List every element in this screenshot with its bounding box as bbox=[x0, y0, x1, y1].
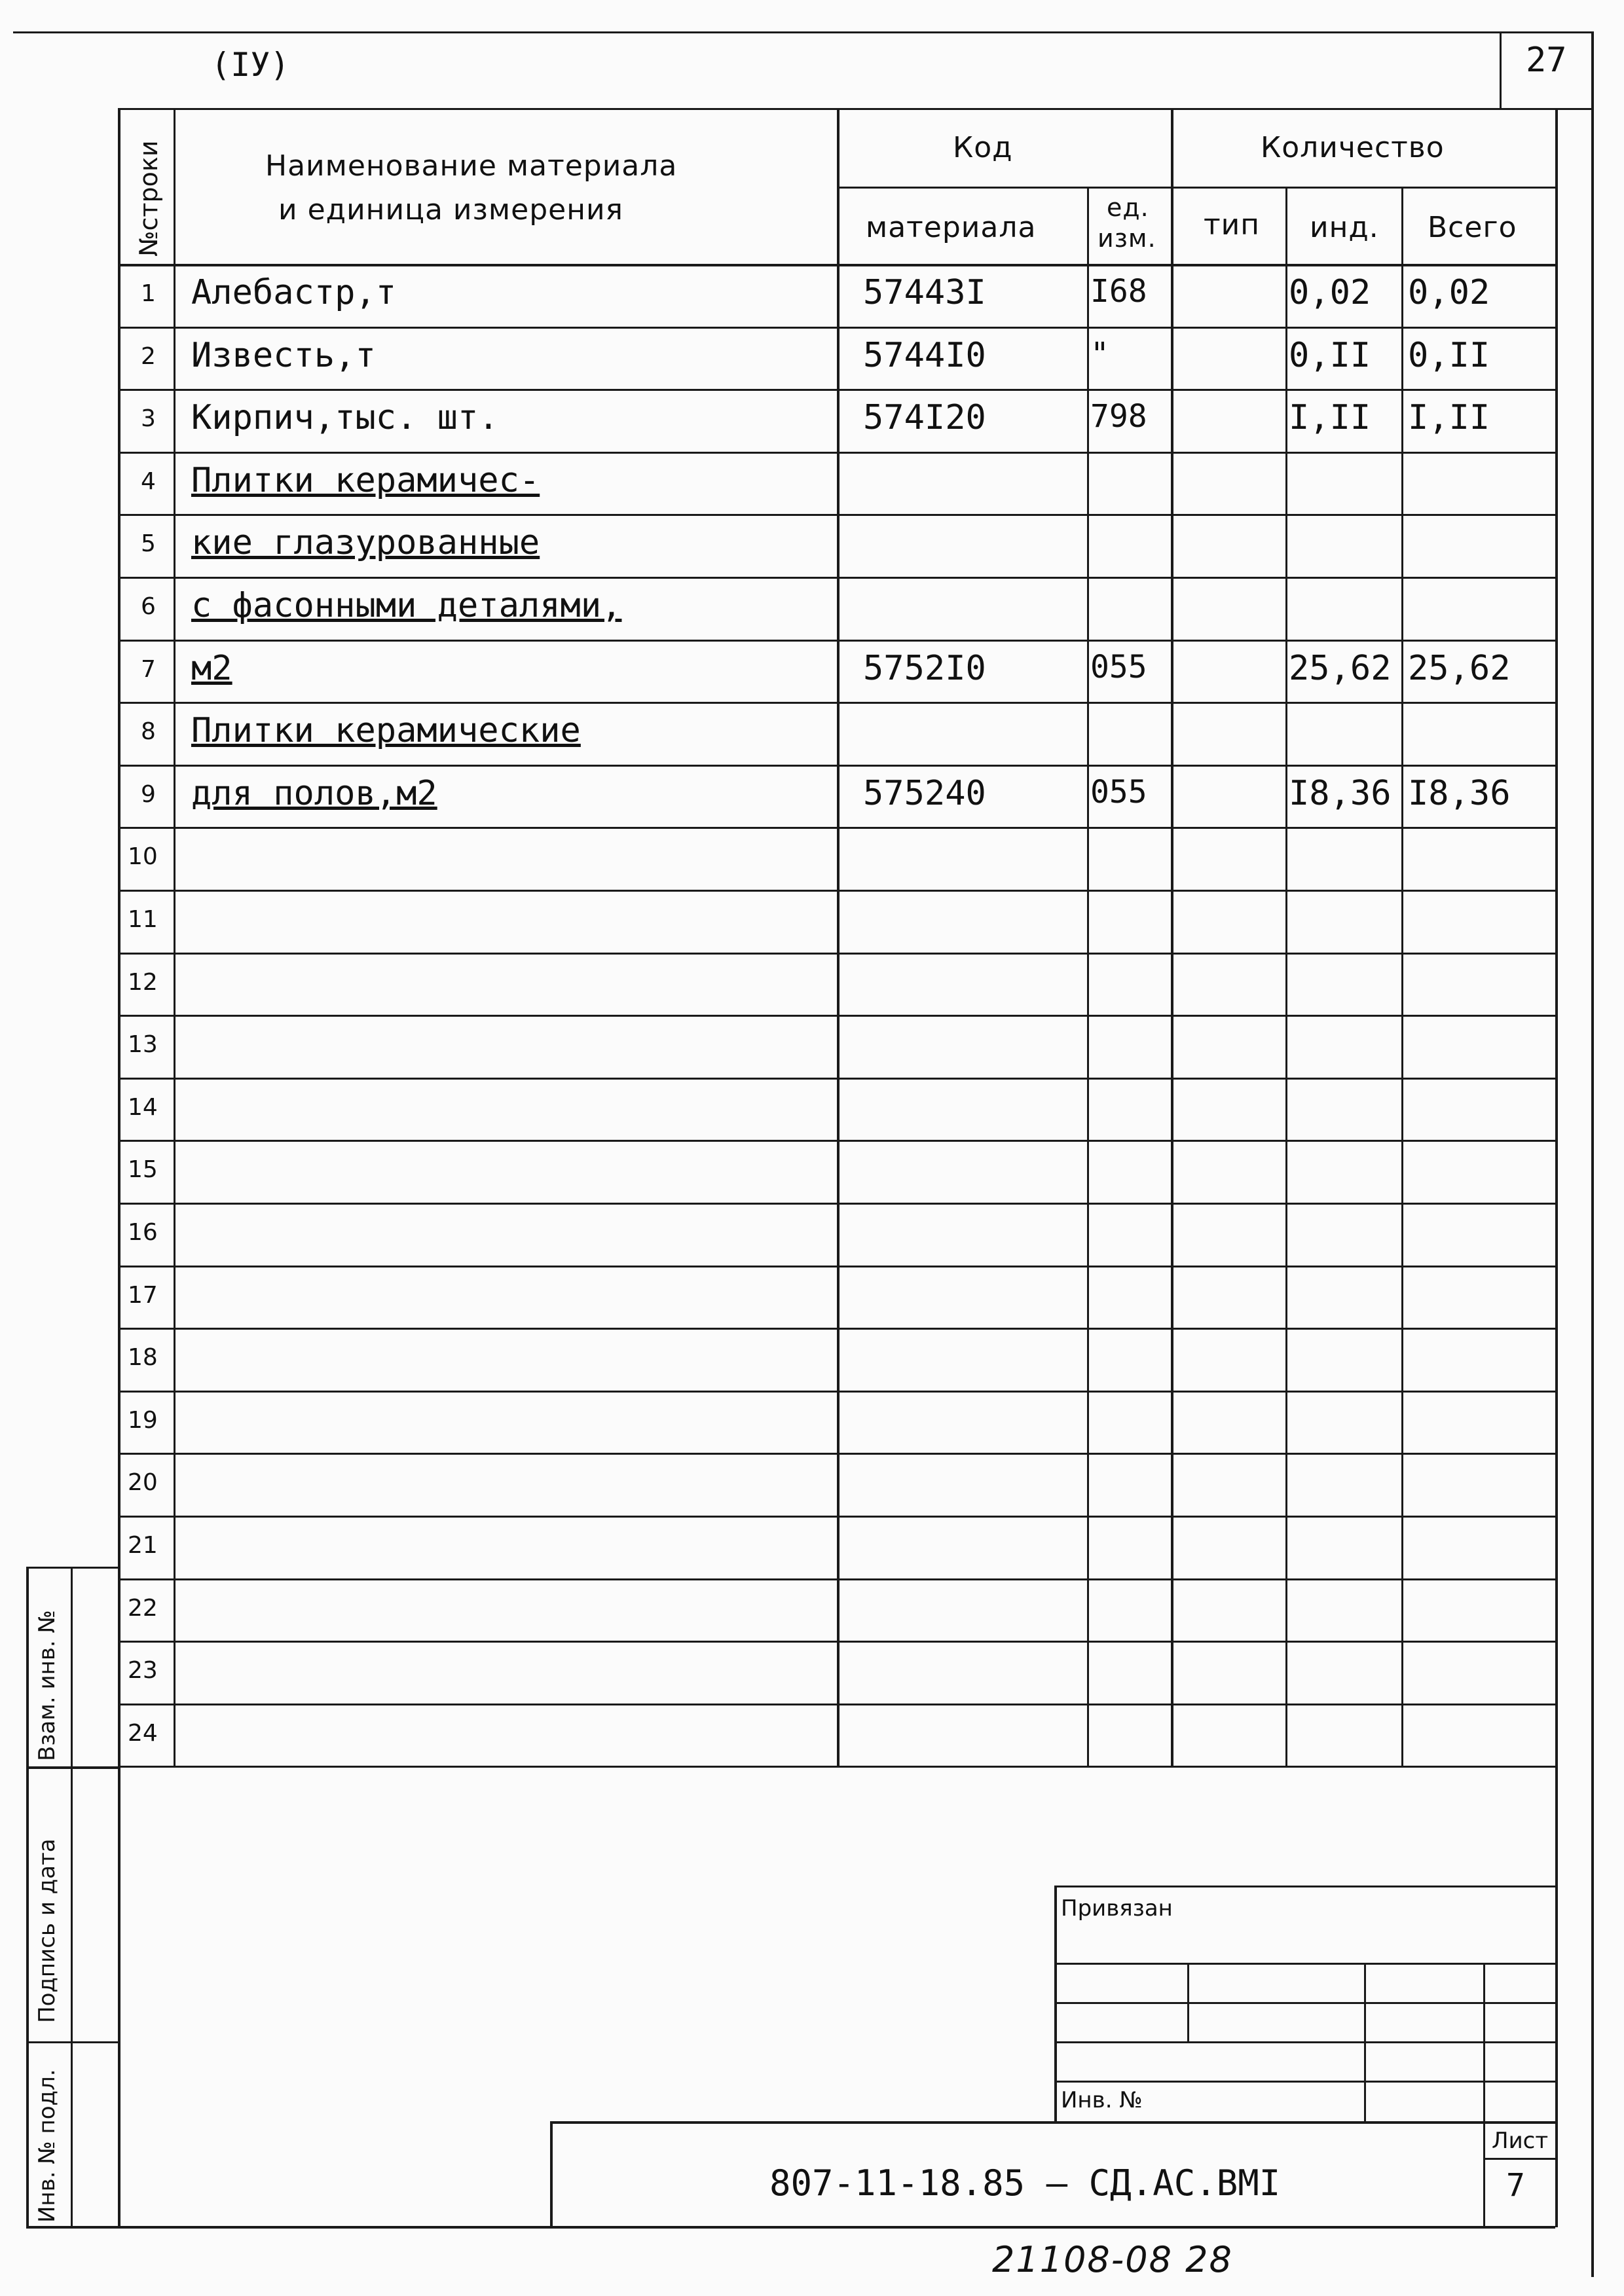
row-separator bbox=[118, 1766, 1555, 1768]
row-number: 21 bbox=[128, 1532, 158, 1559]
stamp-line-1 bbox=[26, 1766, 119, 1769]
cell-ind: I8,36 bbox=[1289, 773, 1392, 813]
row-separator bbox=[118, 452, 1555, 454]
row-separator bbox=[118, 577, 1555, 579]
row-separator bbox=[118, 1015, 1555, 1017]
cell-unit: " bbox=[1090, 335, 1109, 373]
row-number: 11 bbox=[128, 906, 158, 933]
cell-unit: 055 bbox=[1090, 648, 1147, 685]
col-divider-code bbox=[1087, 187, 1089, 1766]
col-header-code-material: материала bbox=[866, 211, 1037, 244]
row-number: 13 bbox=[128, 1031, 158, 1059]
row-number: 17 bbox=[128, 1281, 158, 1309]
table-right-border bbox=[1555, 108, 1558, 2227]
row-number: 8 bbox=[141, 718, 156, 746]
col-header-name-line1: Наименование материала bbox=[265, 149, 678, 183]
row-separator bbox=[118, 890, 1555, 892]
col-header-row-no: №строки bbox=[134, 140, 163, 257]
stamp-top-line bbox=[26, 1567, 119, 1569]
row-number: 7 bbox=[141, 655, 156, 683]
col-header-qty-type: тип bbox=[1204, 208, 1260, 242]
cell-code: 575240 bbox=[863, 773, 986, 813]
tb-sheet-divider bbox=[1483, 2158, 1555, 2160]
row-number: 22 bbox=[128, 1594, 158, 1622]
cell-total: 0,II bbox=[1408, 335, 1490, 375]
cell-total: I,II bbox=[1408, 398, 1490, 438]
tb-line-1 bbox=[1054, 1963, 1555, 1965]
cell-unit: 798 bbox=[1090, 398, 1147, 435]
cell-unit: 055 bbox=[1090, 773, 1147, 811]
stamp-bottom-line bbox=[26, 2226, 119, 2229]
page-number-divider bbox=[1500, 31, 1502, 109]
col-divider-name bbox=[837, 108, 840, 1766]
page-bottom-border bbox=[118, 2226, 1555, 2229]
cell-ind: 0,02 bbox=[1289, 273, 1371, 312]
row-separator bbox=[118, 1140, 1555, 1142]
col-header-qty-ind: инд. bbox=[1310, 211, 1379, 244]
row-separator bbox=[118, 1641, 1555, 1643]
cell-total: I8,36 bbox=[1408, 773, 1511, 813]
row-number: 5 bbox=[141, 530, 156, 558]
row-number: 9 bbox=[141, 780, 156, 808]
cell-name: для полов,м2 bbox=[191, 773, 437, 813]
right-border bbox=[1591, 31, 1594, 2277]
stamp-vzam-inv: Взам. инв. № bbox=[34, 1610, 60, 1761]
row-number: 23 bbox=[128, 1657, 158, 1685]
row-separator bbox=[118, 1078, 1555, 1080]
row-separator bbox=[118, 1704, 1555, 1705]
stamp-inner-divider bbox=[71, 1567, 73, 2228]
row-number: 4 bbox=[141, 467, 156, 495]
row-number: 14 bbox=[128, 1093, 158, 1121]
tb-top bbox=[1054, 1886, 1555, 1887]
stamp-inv-podl: Инв. № подл. bbox=[34, 2069, 60, 2223]
cell-ind: I,II bbox=[1289, 398, 1371, 438]
row-separator bbox=[118, 1328, 1555, 1330]
cell-code: 5744I0 bbox=[863, 335, 986, 375]
row-number: 12 bbox=[128, 968, 158, 996]
section-mark: (IУ) bbox=[211, 46, 290, 84]
stamp-line-2 bbox=[26, 2041, 119, 2043]
cell-name: с фасонными деталями, bbox=[191, 586, 622, 625]
cell-unit: I68 bbox=[1090, 273, 1147, 310]
header-bottom-line bbox=[118, 264, 1555, 266]
tb-vline-2 bbox=[1364, 1963, 1366, 2121]
cell-code: 5752I0 bbox=[863, 648, 986, 688]
cell-name: Кирпич,тыс. шт. bbox=[191, 398, 499, 438]
cell-total: 25,62 bbox=[1408, 648, 1511, 688]
handwritten-code: 21108-08 28 bbox=[992, 2239, 1233, 2280]
tb-sheet-label: Лист bbox=[1492, 2128, 1549, 2154]
col-header-unit-line1: ед. bbox=[1107, 193, 1149, 222]
col-header-qty-total: Всего bbox=[1428, 211, 1517, 244]
row-number: 6 bbox=[141, 593, 156, 620]
row-number: 16 bbox=[128, 1219, 158, 1246]
row-separator bbox=[118, 640, 1555, 642]
top-border bbox=[13, 31, 1593, 33]
row-number: 24 bbox=[128, 1719, 158, 1747]
cell-name: Плитки керамичес- bbox=[191, 460, 540, 500]
cell-code: 57443I bbox=[863, 273, 986, 312]
row-separator bbox=[118, 514, 1555, 516]
tb-line-3 bbox=[1054, 2041, 1555, 2043]
cell-total: 0,02 bbox=[1408, 273, 1490, 312]
stamp-podpis-data: Подпись и дата bbox=[34, 1838, 60, 2023]
row-separator bbox=[118, 327, 1555, 329]
cell-name: Плитки керамические bbox=[191, 711, 581, 751]
row-separator bbox=[118, 827, 1555, 829]
row-number: 1 bbox=[141, 280, 156, 307]
col-divider-unit bbox=[1171, 108, 1173, 1766]
row-separator bbox=[118, 765, 1555, 767]
col-header-name-line2: и единица измерения bbox=[278, 193, 624, 227]
cell-name: кие глазурованные bbox=[191, 523, 540, 563]
row-separator bbox=[118, 1578, 1555, 1580]
row-separator bbox=[118, 1516, 1555, 1518]
stamp-outer-left bbox=[26, 1567, 29, 2228]
row-separator bbox=[118, 1203, 1555, 1205]
row-number: 2 bbox=[141, 342, 156, 370]
tb-vline-1 bbox=[1187, 1963, 1189, 2041]
row-separator bbox=[118, 1453, 1555, 1455]
cell-ind: 0,II bbox=[1289, 335, 1371, 375]
col-divider-type bbox=[1285, 187, 1287, 1766]
cell-name: Алебастр,т bbox=[191, 273, 397, 312]
row-number: 18 bbox=[128, 1344, 158, 1372]
tb-main-top bbox=[550, 2121, 1555, 2124]
row-separator bbox=[118, 702, 1555, 704]
cell-code: 574I20 bbox=[863, 398, 986, 438]
page-number: 27 bbox=[1526, 41, 1567, 80]
col-divider-ind bbox=[1401, 187, 1403, 1766]
row-number: 20 bbox=[128, 1469, 158, 1497]
tb-line-2 bbox=[1054, 2002, 1555, 2004]
row-number: 3 bbox=[141, 405, 156, 433]
row-separator bbox=[118, 1266, 1555, 1267]
tb-inv-no: Инв. № bbox=[1061, 2087, 1143, 2113]
cell-name: Известь,т bbox=[191, 335, 376, 375]
cell-ind: 25,62 bbox=[1289, 648, 1392, 688]
tb-privyazan: Привязан bbox=[1061, 1895, 1173, 1922]
header-subdivider bbox=[837, 187, 1555, 189]
row-number: 10 bbox=[128, 843, 158, 871]
col-header-qty-group: Количество bbox=[1261, 131, 1445, 164]
col-header-unit-line2: изм. bbox=[1098, 224, 1156, 253]
table-left-border bbox=[118, 108, 120, 2226]
tb-designation: 807-11-18.85 – СД.АС.ВМI bbox=[769, 2162, 1281, 2204]
tb-sheet-value: 7 bbox=[1506, 2167, 1525, 2204]
row-number: 19 bbox=[128, 1406, 158, 1434]
tb-vline-3 bbox=[1483, 1963, 1485, 2226]
row-separator bbox=[118, 389, 1555, 391]
tb-line-4 bbox=[1054, 2081, 1555, 2083]
row-separator bbox=[118, 953, 1555, 955]
row-separator bbox=[118, 1391, 1555, 1393]
cell-name: м2 bbox=[191, 648, 232, 688]
col-header-code-group: Код bbox=[953, 131, 1013, 164]
header-bottom-border bbox=[118, 108, 1593, 110]
row-number: 15 bbox=[128, 1156, 158, 1184]
tb-main-left bbox=[550, 2121, 553, 2227]
